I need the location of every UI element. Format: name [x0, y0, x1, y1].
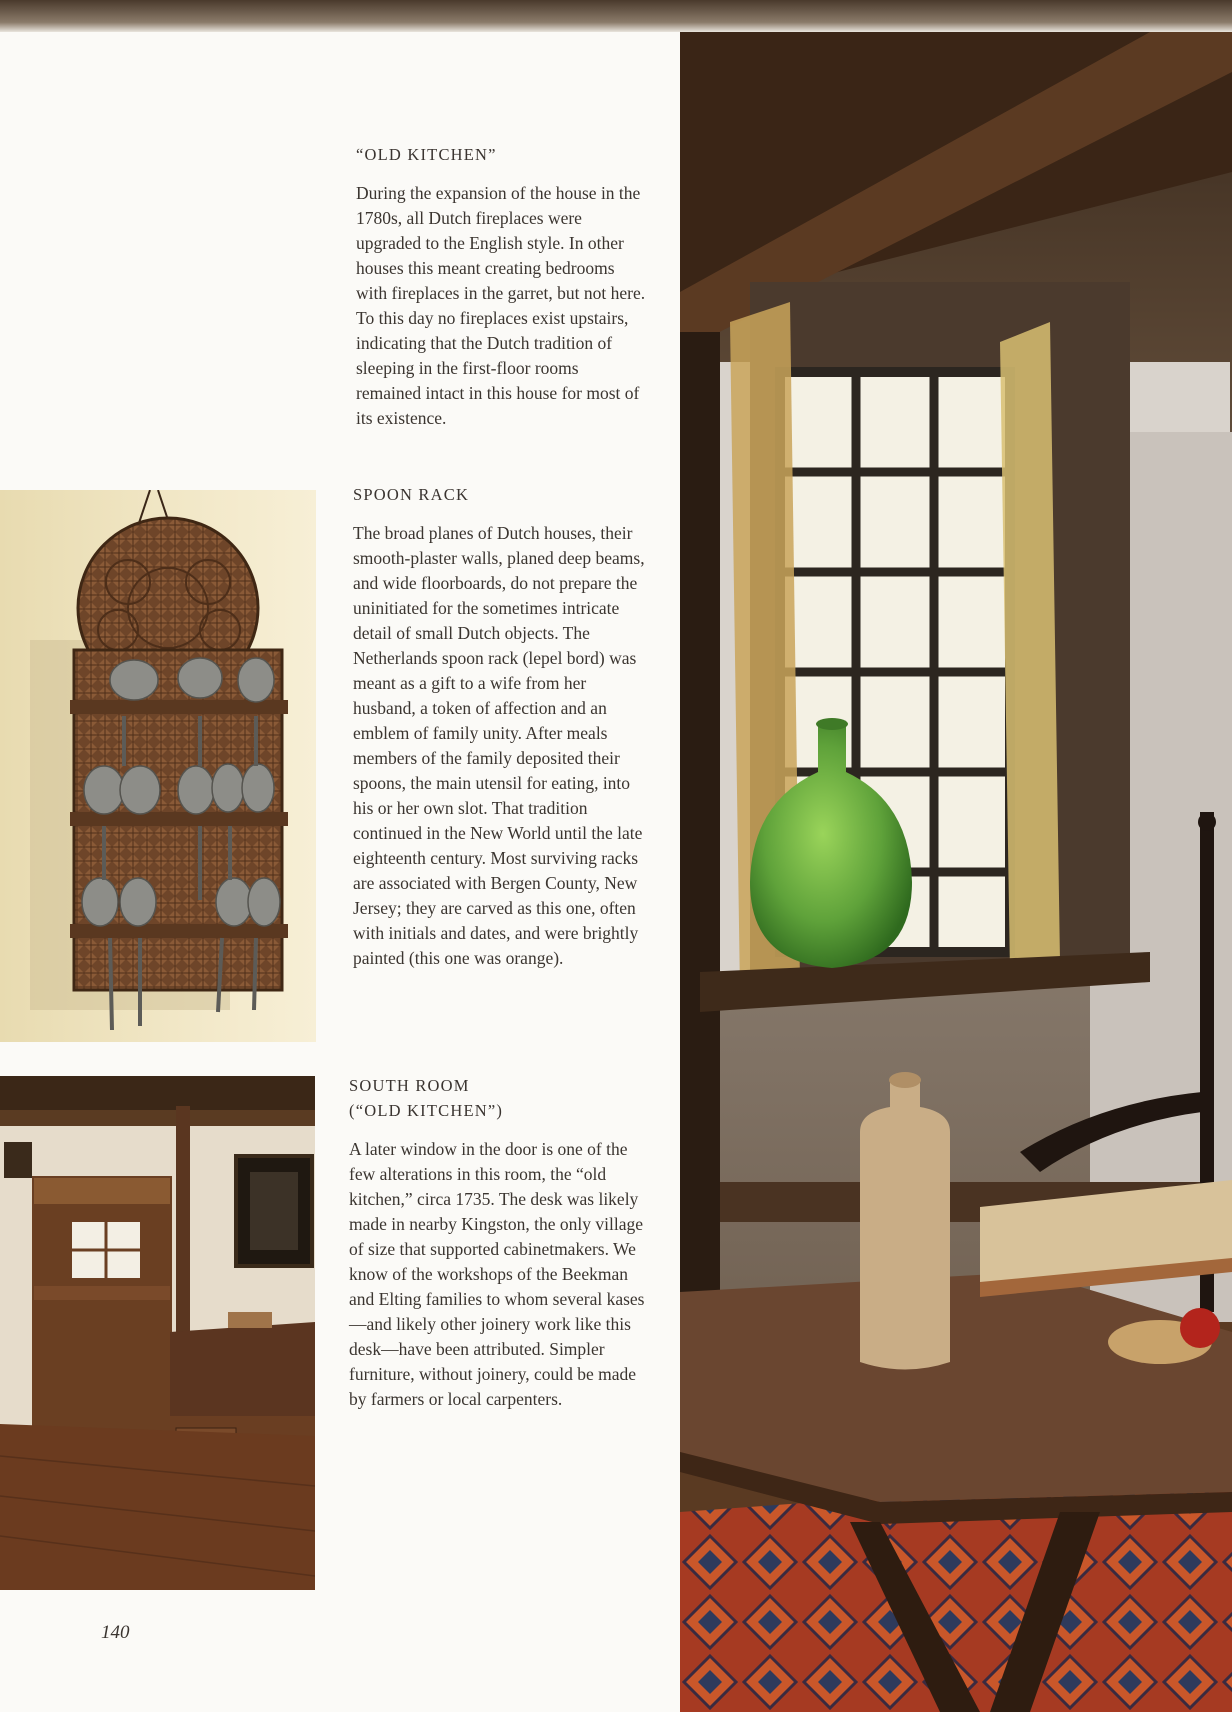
section-old-kitchen	[356, 142, 646, 431]
section-body: The broad planes of Dutch houses, their smooth-plaster walls, planed deep beams, and wide floorboards, do not prepare the uninitiated for the sometimes intricate detail of small Dutch objects. The Netherlands spoon rack (lepel bord) was meant as a gift to a wife from her husband, a token of affection and an emblem of family unity. After meals members of the family deposited their spoons, the main utensil for eating, into his or her own slot. That tradition continued in the New World until the late eighteenth century. Most surviving racks are associated with Bergen County, New Jersey; they are carved as this one, often with initials and dates, and were brightly painted (this one was orange).	[353, 523, 645, 968]
section-heading	[349, 1073, 645, 1123]
section-heading: “OLD KITCHEN”	[356, 145, 497, 164]
spoon-rack-photo	[0, 490, 316, 1042]
heading-line: SOUTH ROOM	[349, 1076, 470, 1095]
section-south-room	[349, 1073, 645, 1412]
scan-top-edge	[0, 0, 1232, 32]
section-body: During the expansion of the house in the 1780s, all Dutch fireplaces were upgraded to the English style. In other houses this meant creating bedrooms with fireplaces in the garret, but not here. To this day no fireplaces exist upstairs, indicating that the Dutch tradition of sleeping in the first-floor rooms remained intact in this house for most of its existence.	[356, 183, 646, 428]
south-room-photo	[0, 1076, 315, 1590]
section-body: A later window in the door is one of the few alterations in this room, the “old kitchen,” circa 1735. The desk was likely made in nearby Kingston, the only village of size that supported cabinetmakers. We know of the workshops of the Beekman and Elting families to whom several kases—and likely other joinery work like this desk—have been attributed. Simpler furniture, without joinery, could be made by farmers or local carpenters.	[349, 1139, 645, 1409]
old-kitchen-window-photo	[680, 32, 1232, 1712]
page-number: 140	[101, 1622, 130, 1643]
heading-line: (“OLD KITCHEN”)	[349, 1101, 504, 1120]
section-heading: SPOON RACK	[353, 485, 470, 504]
section-spoon-rack	[353, 482, 645, 971]
